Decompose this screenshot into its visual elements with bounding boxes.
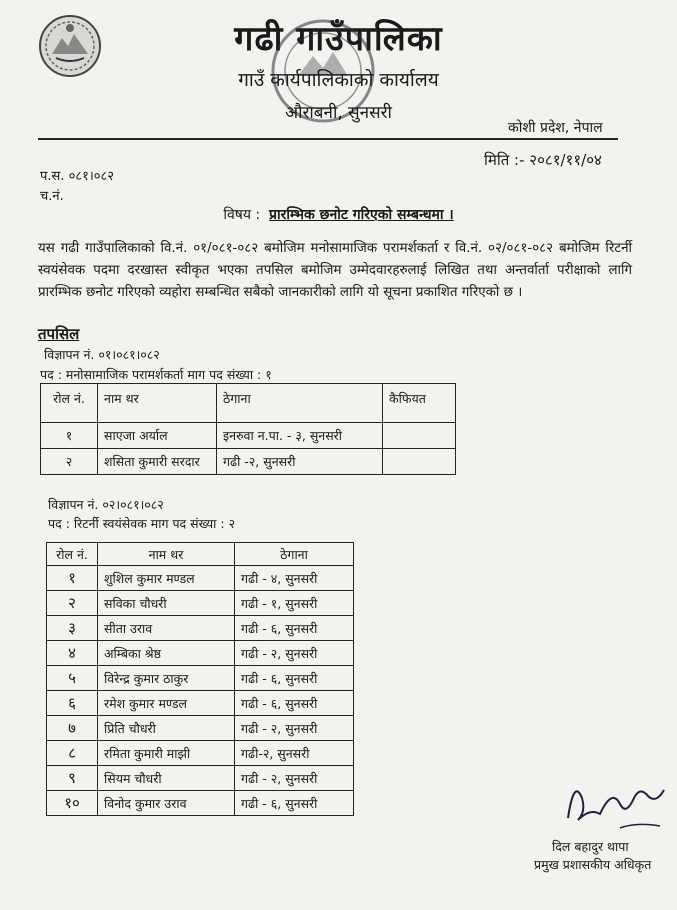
roll-cell: १० xyxy=(47,791,98,816)
handwritten-signature xyxy=(560,768,670,838)
column-header: ठेगाना xyxy=(217,384,383,423)
roll-cell: ९ xyxy=(47,766,98,791)
column-header: ठेगाना xyxy=(235,543,354,566)
subject-line xyxy=(0,205,677,224)
table-row xyxy=(47,716,354,741)
remarks-cell xyxy=(383,449,456,475)
address-cell: गढी - ६, सुनसरी xyxy=(235,791,354,816)
name-cell: रमेश कुमार मण्डल xyxy=(98,691,235,716)
signatory-name: दिल बहादुर थापा xyxy=(552,839,629,854)
address-cell: गढी - २, सुनसरी xyxy=(235,716,354,741)
roll-cell: ६ xyxy=(47,691,98,716)
table-row xyxy=(47,766,354,791)
address-cell: गढी - १, सुनसरी xyxy=(235,591,354,616)
letter-ps-number: प.स. ०८१।०८२ xyxy=(40,169,115,184)
post-line-2: पद : रिटर्नी स्वयंसेवक माग पद संख्या : २ xyxy=(48,516,236,531)
address-cell: गढी - ६, सुनसरी xyxy=(235,691,354,716)
office-location: औराबनी, सुनसरी xyxy=(285,103,392,123)
tapsil-heading: तपसिल xyxy=(38,325,80,343)
address-cell: गढी - ६, सुनसरी xyxy=(235,616,354,641)
table-header-row xyxy=(47,543,354,566)
roll-cell: ४ xyxy=(47,641,98,666)
name-cell: साएजा अर्याल xyxy=(98,423,217,449)
shortlist-table-1 xyxy=(40,383,456,475)
column-header: नाम थर xyxy=(98,384,217,423)
name-cell: शसिता कुमारी सरदार xyxy=(98,449,217,475)
roll-cell: १ xyxy=(47,566,98,591)
name-cell: सविका चौधरी xyxy=(98,591,235,616)
advert-number-2: विज्ञापन नं. ०२।०८१।०८२ xyxy=(48,497,164,512)
table-row xyxy=(47,641,354,666)
roll-cell: ७ xyxy=(47,716,98,741)
name-cell: सीता उराव xyxy=(98,616,235,641)
municipality-title: गढी गाउँपालिका xyxy=(234,19,443,59)
table-row xyxy=(47,791,354,816)
name-cell: विनोद कुमार उराव xyxy=(98,791,235,816)
roll-cell: २ xyxy=(41,449,98,475)
roll-cell: ८ xyxy=(47,741,98,766)
address-cell: गढी -२, सुनसरी xyxy=(217,449,383,475)
column-header: रोल नं. xyxy=(41,384,98,423)
name-cell: सियम चौधरी xyxy=(98,766,235,791)
table-row xyxy=(41,423,456,449)
province-label: कोशी प्रदेश, नेपाल xyxy=(508,120,603,136)
name-cell: शुशिल कुमार मण्डल xyxy=(98,566,235,591)
table-row xyxy=(47,591,354,616)
address-cell: गढी - २, सुनसरी xyxy=(235,766,354,791)
address-cell: गढी - २, सुनसरी xyxy=(235,641,354,666)
table-row xyxy=(47,666,354,691)
name-cell: प्रिति चौधरी xyxy=(98,716,235,741)
table-header-row xyxy=(41,384,456,423)
address-cell: इनरुवा न.पा. - ३, सुनसरी xyxy=(217,423,383,449)
address-cell: गढी-२, सुनसरी xyxy=(235,741,354,766)
name-cell: रमिता कुमारी माझी xyxy=(98,741,235,766)
letter-date: मिति :- २०८१/११/०४ xyxy=(484,151,602,169)
roll-cell: १ xyxy=(41,423,98,449)
shortlist-table-2 xyxy=(46,542,354,816)
table-row xyxy=(47,741,354,766)
roll-cell: ३ xyxy=(47,616,98,641)
column-header: कैफियत xyxy=(383,384,456,423)
roll-cell: ५ xyxy=(47,666,98,691)
name-cell: विरेन्द्र कुमार ठाकुर xyxy=(98,666,235,691)
header-divider xyxy=(38,138,618,140)
roll-cell: २ xyxy=(47,591,98,616)
subject-label: विषय : xyxy=(223,207,261,223)
column-header: रोल नं. xyxy=(47,543,98,566)
subject-text: प्रारम्भिक छनोट गरिएको सम्बन्धमा । xyxy=(269,207,454,223)
advert-number-1: विज्ञापन नं. ०१।०८१।०८२ xyxy=(44,347,160,362)
signatory-title: प्रमुख प्रशासकीय अधिकृत xyxy=(534,857,652,872)
notice-body: यस गढी गाउँपालिकाको वि.नं. ०१/०८१-०८२ बमोजिम मनोसामाजिक परामर्शकर्ता र वि.नं. ०२/०८१-०८२ बमोजिम रिटर्नी स्वयंसेवक पदमा दरखास्त स्वीकृत भएका तपसिल बमोजिम उम्मेदवारहरुलाई लिखित तथा अन्तर्वार्ता परीक्षाको लागि प्रारम्भिक छनोट गरिएको व्यहोरा सम्बन्धित सबैको जानकारीको लागि यो सूचना प्रकाशित गरिएको छ । xyxy=(38,241,632,300)
address-cell: गढी - ६, सुनसरी xyxy=(235,666,354,691)
column-header: नाम थर xyxy=(98,543,235,566)
address-cell: गढी - ४, सुनसरी xyxy=(235,566,354,591)
table-row xyxy=(47,691,354,716)
table-row xyxy=(47,566,354,591)
letter-cn-number: च.नं. xyxy=(40,189,64,204)
remarks-cell xyxy=(383,423,456,449)
office-name: गाउँ कार्यपालिकाको कार्यालय xyxy=(238,69,439,91)
post-line-1: पद : मनोसामाजिक परामर्शकर्ता माग पद संख्या : १ xyxy=(40,367,272,382)
table-row xyxy=(47,616,354,641)
table-row xyxy=(41,449,456,475)
name-cell: अम्बिका श्रेष्ठ xyxy=(98,641,235,666)
